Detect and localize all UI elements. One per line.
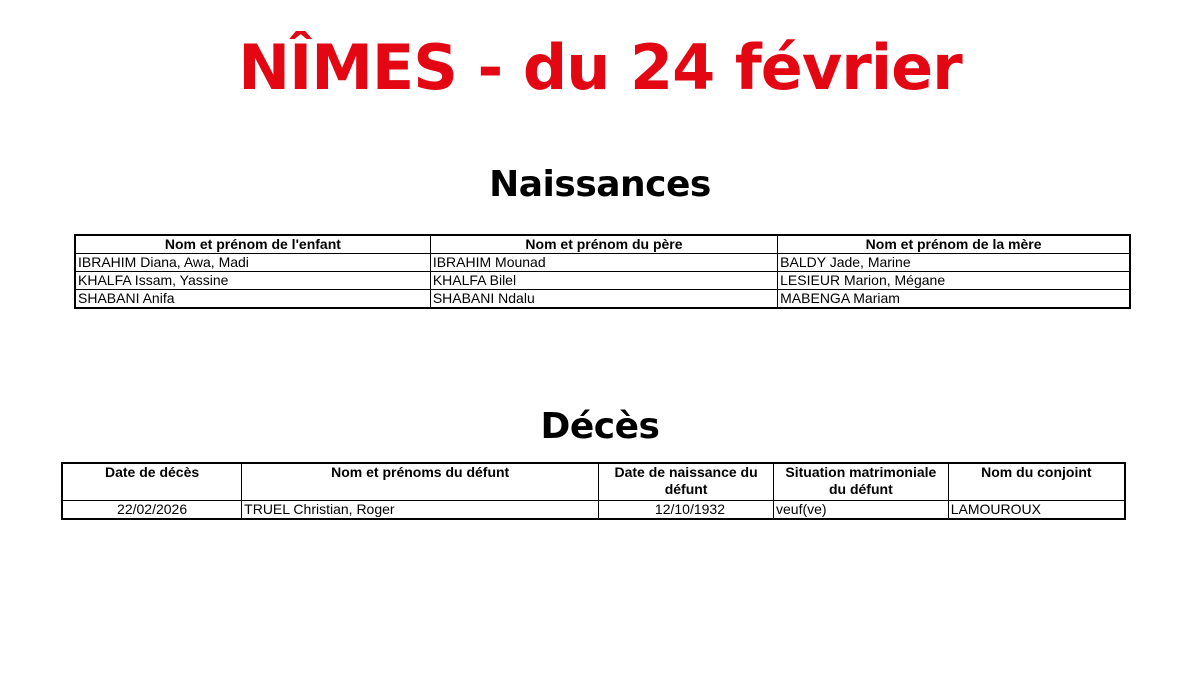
page-title: NÎMES - du 24 février (238, 31, 962, 104)
father-name: KHALFA Bilel (430, 272, 777, 290)
marital-status: veuf(ve) (774, 501, 949, 520)
births-col-child: Nom et prénom de l'enfant (75, 235, 430, 254)
deceased-name: TRUEL Christian, Roger (242, 501, 599, 520)
deaths-heading: Décès (540, 406, 660, 447)
child-name: SHABANI Anifa (75, 290, 430, 309)
father-name: SHABANI Ndalu (430, 290, 777, 309)
births-header-row (75, 235, 1130, 254)
deaths-col-marital-status: Situation matrimoniale du défunt (774, 463, 949, 501)
father-name: IBRAHIM Mounad (430, 254, 777, 272)
birth-date: 12/10/1932 (599, 501, 774, 520)
mother-name: BALDY Jade, Marine (778, 254, 1130, 272)
mother-name: MABENGA Mariam (778, 290, 1130, 309)
table-row (62, 501, 1125, 520)
table-row (75, 254, 1130, 272)
table-row (75, 272, 1130, 290)
death-date: 22/02/2026 (62, 501, 242, 520)
child-name: KHALFA Issam, Yassine (75, 272, 430, 290)
births-col-father: Nom et prénom du père (430, 235, 777, 254)
deaths-col-spouse: Nom du conjoint (948, 463, 1125, 501)
deaths-table (61, 462, 1126, 520)
mother-name: LESIEUR Marion, Mégane (778, 272, 1130, 290)
births-heading: Naissances (489, 164, 711, 205)
spouse-name: LAMOUROUX (948, 501, 1125, 520)
deaths-col-birthdate: Date de naissance du défunt (599, 463, 774, 501)
births-col-mother: Nom et prénom de la mère (778, 235, 1130, 254)
child-name: IBRAHIM Diana, Awa, Madi (75, 254, 430, 272)
births-table (74, 234, 1131, 309)
table-row (75, 290, 1130, 309)
deaths-col-name: Nom et prénoms du défunt (242, 463, 599, 501)
deaths-col-date: Date de décès (62, 463, 242, 501)
deaths-header-row (62, 463, 1125, 501)
